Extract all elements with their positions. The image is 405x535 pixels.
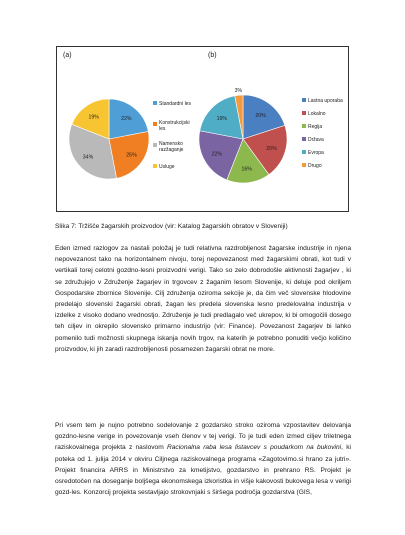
legend-a-entry-usluge: Usluge — [159, 164, 175, 170]
pie-charts — [57, 47, 350, 213]
legend-b-entry-evropa: Evropa — [308, 150, 324, 156]
panel-b-label: (b) — [208, 52, 217, 59]
pie-b-label-drzava: 22% — [211, 151, 222, 158]
pie-a-label-konstrukcijski-les: 25% — [126, 152, 137, 159]
pie-a-label-standardni-les: 22% — [121, 116, 132, 122]
project-title-italic: Racionalna raba lesa listavcev s poudarkom na bukovini — [166, 444, 342, 452]
legend-a-swatch-standardni-les — [153, 101, 157, 105]
paragraph-1: Eden izmed razlogov za nastali položaj je tudi relativna razdrobljenost žagarske industrije in njena nepovezanost tako na horizontalnem nivoju, torej nepovezanost med žagarskimi obrati, kot tudi v vertikali torej celotni gozdno-lesni proizvodni verigi. Tako so zelo dobrodošle aktivnosti žagarjev , ki se združujejo v Združenje žagarjev in trgovcev z žaganim lesom Slovenije, ki deluje pod okriljem Gospodarske zbornice Slovenije. Cilj združenja oziroma sekcije je, da čim več slovenske hlodovine predelajo slovenski žagarski obrati, žagan les predela slovenska lesno predelovalna industrija v izdelke z visoko dodano vrednostjo. Združenje je tudi predlagalo več ukrepov, ki bi omogočili dosego teh ciljev in okrepilo slovensko primarno industrijo (vir: Finance). Povezanost žagarjev bi lahko pomenilo tudi možnosti skupnega iskanja novih trgov, na katerih je potrebno ponuditi večjo količino proizvodov, ki jih zaradi razdrobljenosti posamezen žagarski obrat ne more. — [55, 245, 351, 353]
legend-b-entry-drzava: Država — [308, 137, 324, 143]
pie-b-label-evropa: 19% — [216, 115, 227, 122]
legend-b-swatch-evropa — [302, 150, 306, 154]
pie-b-label-lokalno: 20% — [266, 146, 277, 153]
pie-b-label-drugo: 3% — [234, 87, 243, 94]
pie-a-label-usluge: 19% — [88, 114, 99, 121]
legend-b-entry-lokalno: Lokalno — [308, 111, 326, 117]
legend-b-swatch-drugo — [302, 163, 306, 167]
legend-a-swatch-konstrukcijski-les — [153, 122, 157, 126]
legend-b-entry-drugo: Drugo — [308, 163, 322, 169]
pie-b-label-lastna-uporaba: 20% — [255, 112, 266, 119]
legend-b-swatch-regija — [302, 124, 306, 128]
paragraph-2-part-2: , ki poteka od 1. julija 2014 v okviru Ciljnega raziskovalnega programa «Zagotovimo.si hrano za jutri». Projekt financira ARRS in Ministrstvo za kmetijstvo, gozdarstvo in prehrano RS. Projekt je osredotočen na doseganje boljšega ekonomskega izkoristka in višje kakovosti bukovega lesa v verigi gozd-les. Konzorcij projekta sestavljajo strokovnjaki s širšega področja gozdarstva (GIS, — [55, 444, 351, 497]
legend-b-swatch-drzava — [302, 137, 306, 141]
legend-a-entry-standardni-les: Standardni les — [159, 101, 191, 107]
figure-chart-panel — [56, 46, 349, 212]
figure-caption: Slika 7: Tržišče žagarskih proizvodov (vir: Katalog žagarskih obratov v Sloveniji) — [55, 223, 288, 230]
paragraph-2-part-1: Pri vsem tem je nujno potrebno sodelovanje z gozdarsko stroko oziroma vzpostavitev delovanja gozdno-lesne verige in povezovanje vseh členov v tej verigi. To je tudi eden izmed ciljev triletnega raziskovalnega projekta z naslovom — [55, 422, 351, 452]
paragraph-2 — [55, 420, 351, 498]
pie-a-label-namensko-razzaganje: 34% — [82, 154, 94, 161]
pie-b-label-regija: 16% — [241, 166, 252, 173]
legend-a-swatch-namensko-razzaganje — [153, 143, 157, 147]
legend-a-entry-namensko-razzaganje: Namensko razžaganje — [159, 141, 184, 153]
legend-a-swatch-usluge — [153, 164, 157, 168]
legend-b-swatch-lokalno — [302, 111, 306, 115]
legend-a-entry-konstrukcijski-les: Konstrukcijski les — [159, 120, 190, 132]
legend-b-entry-lastna-uporaba: Lastna uporaba — [308, 98, 343, 104]
panel-a-label: (a) — [63, 52, 72, 59]
legend-b-swatch-lastna-uporaba — [302, 98, 306, 102]
legend-b-entry-regija: Regija — [308, 124, 323, 130]
